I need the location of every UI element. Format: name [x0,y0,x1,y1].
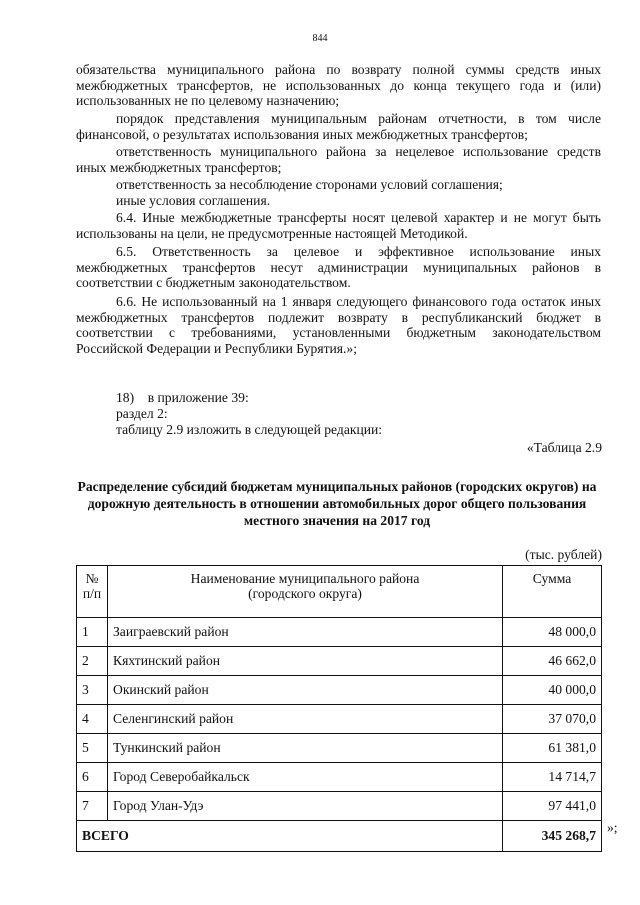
row-number: 3 [77,676,108,705]
table-row [77,734,602,763]
table-heading: Распределение субсидий бюджетам муниципальных районов (городских округов) на дорожную деятельность в отношении автомобильных дорог общего пользования местного значения на 2017 год [77,479,597,528]
paragraph-6-6: 6.6. Не использованный на 1 января следующего финансового года остаток иных межбюджетных трансфертов подлежит возврату в республиканский бюджет в соответствии с требованиями, установленными бюджетным законодательством Российской Федерации и Республики Бурятия.»; [76,294,601,356]
paragraph-6-5: 6.5. Ответственность за целевое и эффективное использование иных межбюджетных трансфертов несут администрации муниципальных районов в соответствии с бюджетным законодательством. [76,244,601,290]
table-label: «Таблица 2.9 [526,440,602,455]
amendment-instruction: таблицу 2.9 изложить в следующей редакции: [116,422,383,437]
table-row [77,647,602,676]
row-name: Кяхтинский район [108,647,503,676]
amendment-section: раздел 2: [116,406,168,421]
row-sum: 14 714,7 [503,763,602,792]
row-sum: 48 000,0 [503,618,602,647]
units-label: (тыс. рублей) [525,547,602,562]
row-name: Город Улан-Удэ [108,792,503,821]
paragraph-obligations: обязательства муниципального района по возврату полной суммы средств иных межбюджетных трансфертов, не использованных до конца текущего года и (или) использованных не по целевому назначению; [76,62,601,108]
table-row [77,705,602,734]
page-number: 844 [312,33,328,44]
table-total-row [77,821,602,852]
row-sum: 61 381,0 [503,734,602,763]
total-label: ВСЕГО [77,821,503,852]
closing-quote-mark: »; [607,820,618,835]
row-number: 1 [77,618,108,647]
paragraph-reporting: порядок представления муниципальным районам отчетности, в том числе финансовой, о результатах использования иных межбюджетных трансфертов; [76,111,601,142]
table-row [77,792,602,821]
table-header-row [77,566,602,618]
row-sum: 40 000,0 [503,676,602,705]
row-name: Заиграевский район [108,618,503,647]
paragraph-6-4: 6.4. Иные межбюджетные трансферты носят целевой характер и не могут быть использованы на цели, не предусмотренные настоящей Методикой. [76,210,601,241]
paragraph-misuse-responsibility: ответственность муниципального района за нецелевое использование средств иных межбюджетных трансфертов; [76,144,601,175]
row-sum: 46 662,0 [503,647,602,676]
total-sum: 345 268,7 [503,821,602,852]
row-number: 2 [77,647,108,676]
row-number: 7 [77,792,108,821]
subsidy-table [76,565,602,852]
amendment-item-18: 18) в приложение 39: [116,390,249,405]
header-name: Наименование муниципального района (городского округа) [108,566,503,618]
table-row [77,618,602,647]
row-name: Селенгинский район [108,705,503,734]
table-row [77,763,602,792]
row-name: Окинский район [108,676,503,705]
header-sum: Сумма [503,566,602,618]
header-number: № п/п [77,566,108,618]
row-number: 5 [77,734,108,763]
row-sum: 97 441,0 [503,792,602,821]
row-sum: 37 070,0 [503,705,602,734]
row-number: 6 [77,763,108,792]
row-name: Тункинский район [108,734,503,763]
paragraph-other-conditions: иные условия соглашения. [116,193,271,208]
row-number: 4 [77,705,108,734]
table-row [77,676,602,705]
row-name: Город Северобайкальск [108,763,503,792]
paragraph-non-compliance: ответственность за несоблюдение сторонами условий соглашения; [116,177,503,192]
